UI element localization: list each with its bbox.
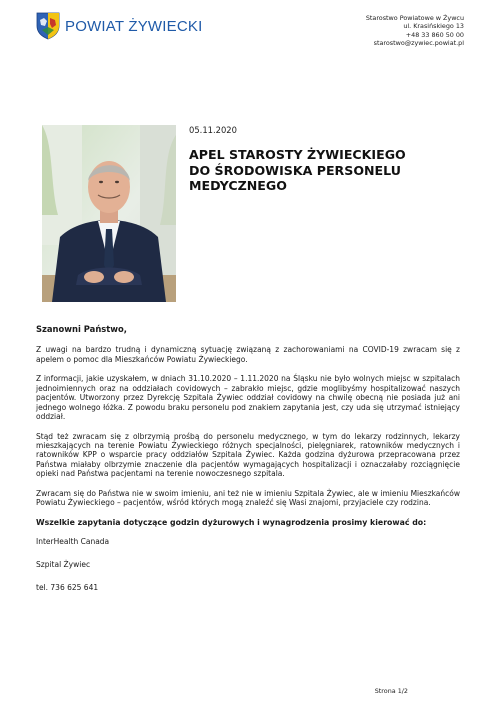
contact-phone: tel. 736 625 641 xyxy=(36,583,99,593)
paragraph: Zwracam się do Państwa nie w swoim imieniu, ani też nie w imieniu Szpitala Żywiec, ale w imieniu Mieszkańców Powiatu Żywieckiego – pacjentów, wśród których mogą znaleźć się Wasi znajomi, przyjaciele czy rodzina. xyxy=(36,488,460,508)
coat-of-arms-icon xyxy=(36,12,60,40)
contact-hospital: Szpital Żywiec xyxy=(36,560,91,570)
office-phone: +48 33 860 50 00 xyxy=(405,30,464,39)
starost-photo xyxy=(42,125,176,302)
office-street: ul. Krasińskiego 13 xyxy=(403,22,464,31)
article-title: APEL STAROSTY ŻYWIECKIEGO DO ŚRODOWISKA PERSONELU MEDYCZNEGO xyxy=(189,147,406,193)
office-name: Starostwo Powiatowe w Żywcu xyxy=(365,14,464,22)
greeting: Szanowni Państwo, xyxy=(36,324,127,334)
paragraph: Z informacji, jakie uzyskałem, w dniach 31.10.2020 – 1.11.2020 na Śląsku nie było wolnych miejsc w szpitalach jednoimiennych oraz na oddziałach covidowych – zabrakło miejsc, gdzie moglibyśmy hospitalizować naszych pacjentów. Utworzony przez Dyrekcję Szpitala Żywiec oddział covidowy na chwilę obecną nie posiada już ani jednego wolnego łóżka. Z powodu braku personelu pod znakiem zapytania jest, czy uda się utrzymać istniejący oddział. xyxy=(36,374,460,422)
article-body xyxy=(36,325,460,606)
paragraph: Stąd też zwracam się z olbrzymią prośbą do personelu medycznego, w tym do lekarzy rodzinnych, lekarzy mieszkających na terenie Powiatu Żywieckiego różnych specjalności, pielęgniarek, ratowników medycznych i ratowników KPP o wsparcie pracy oddziałów Szpitala Żywiec. Każda godzina dyżurowa przepracowana przez Państwa miałaby olbrzymie znaczenie dla pacjentów wymagających hospitalizacji i oznaczałaby rozciągnięcie opieki nad Państwa pacjentami na terenie nowoczesnego szpitala. xyxy=(36,431,460,479)
request-heading: Wszelkie zapytania dotyczące godzin dyżurowych i wynagrodzenia prosimy kierować do: xyxy=(36,517,427,527)
logo-text: POWIAT ŻYWIECKI xyxy=(65,17,203,35)
office-email: starostwo@zywiec.powiat.pl xyxy=(373,39,464,48)
page-number: Strona 1/2 xyxy=(374,687,408,695)
contact-organization: InterHealth Canada xyxy=(36,537,110,547)
article-date: 05.11.2020 xyxy=(189,125,237,135)
paragraph: Z uwagi na bardzo trudną i dynamiczną sytuację związaną z zachorowaniami na COVID-19 zwracam się z apelem o pomoc dla Mieszkańców Powiatu Żywieckiego. xyxy=(36,345,460,364)
logo xyxy=(36,12,202,40)
header-contact xyxy=(366,14,464,48)
